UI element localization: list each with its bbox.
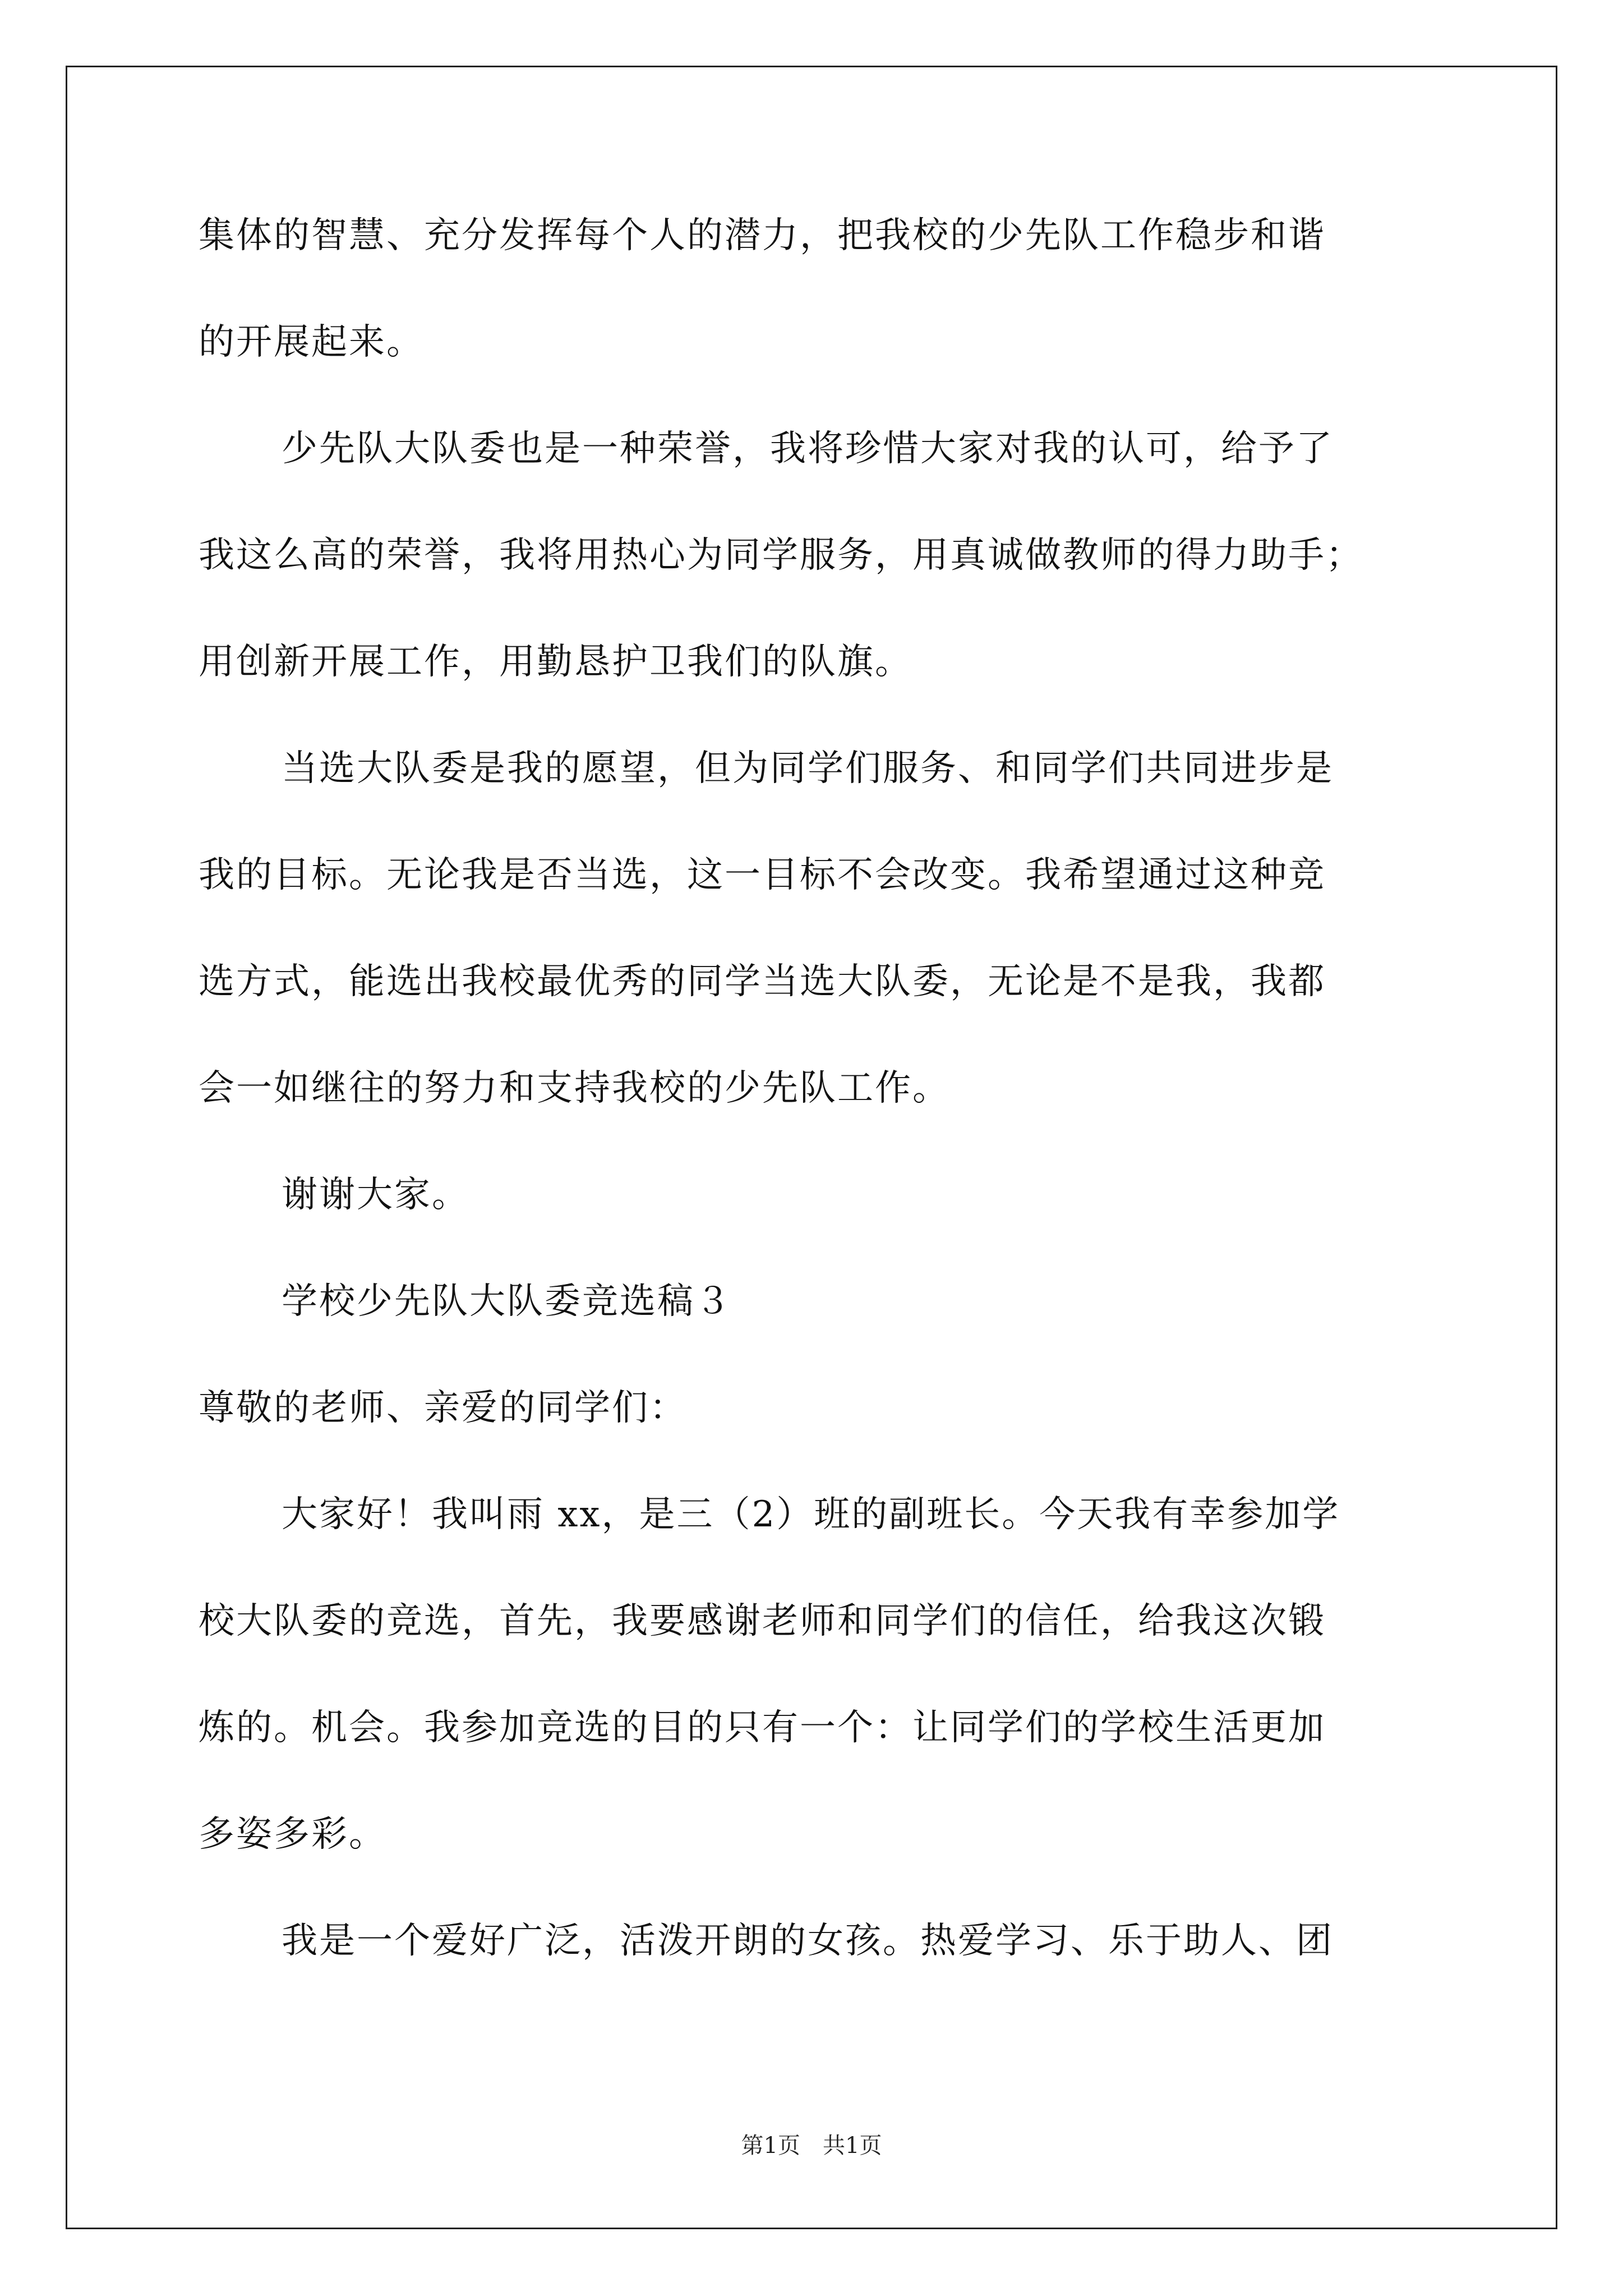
text-line: 的开展起来。 — [199, 321, 424, 363]
text-line: 我这么高的荣誉，我将用热心为同学服务，用真诚做教师的得力助手； — [199, 535, 1363, 576]
text-line: 会一如继往的努力和支持我校的少先队工作。 — [199, 1068, 950, 1109]
text-line: 用创新开展工作，用勤恳护卫我们的队旗。 — [199, 641, 912, 683]
text-line: 选方式，能选出我校最优秀的同学当选大队委，无论是不是我，我都 — [199, 961, 1326, 1002]
text-line: 炼的。机会。我参加竞选的目的只有一个：让同学们的学校生活更加 — [199, 1707, 1326, 1749]
text-line: 我是一个爱好广泛，活泼开朗的女孩。热爱学习、乐于助人、团 — [282, 1920, 1334, 1962]
text-line: 大家好！我叫雨 xx，是三（2）班的副班长。今天我有幸参加学 — [282, 1494, 1340, 1535]
page-footer: 第1页 共1页 — [741, 2133, 882, 2159]
text-line: 当选大队委是我的愿望，但为同学们服务、和同学们共同进步是 — [282, 748, 1334, 789]
section-heading: 学校少先队大队委竞选稿３ — [282, 1281, 732, 1322]
salutation: 尊敬的老师、亲爱的同学们： — [199, 1387, 687, 1429]
text-line: 少先队大队委也是一种荣誉，我将珍惜大家对我的认可，给予了 — [282, 428, 1334, 470]
text-line: 集体的智慧、充分发挥每个人的潜力，把我校的少先队工作稳步和谐 — [199, 215, 1326, 256]
text-line: 校大队委的竞选，首先，我要感谢老师和同学们的信任，给我这次锻 — [199, 1600, 1326, 1642]
text-line: 我的目标。无论我是否当选，这一目标不会改变。我希望通过这种竞 — [199, 854, 1326, 896]
page-border — [66, 66, 1557, 2229]
text-line: 多姿多彩。 — [199, 1814, 386, 1855]
text-line: 谢谢大家。 — [282, 1174, 469, 1216]
